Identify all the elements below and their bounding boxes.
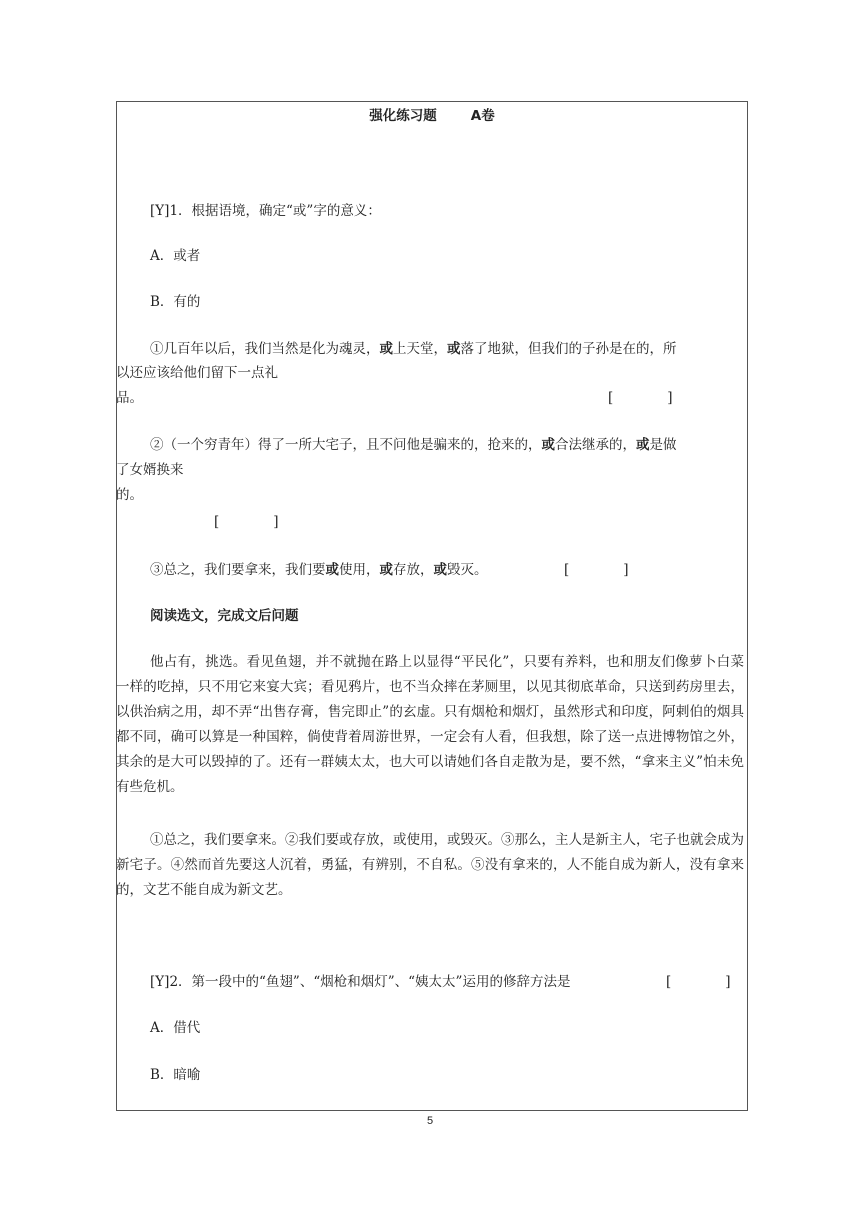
q1-sentence-1-line-1: [150, 340, 677, 358]
q1-option-b: B．有的: [150, 294, 201, 310]
q1-s3-text: 使用，: [339, 562, 380, 578]
q1-s1-text: ①几百年以后，我们当然是化为魂灵，: [150, 341, 380, 357]
q1-s1-bold-or: 或: [379, 341, 393, 357]
title-main: 强化练习题: [369, 108, 437, 124]
q1-s3-answer-bracket[interactable]: [ ]: [564, 562, 629, 578]
q2-option-a: A．借代: [150, 1020, 201, 1036]
q1-s1-bold-or: 或: [447, 341, 461, 357]
q1-s2-text: 合法继承的，: [555, 437, 636, 453]
page-title: [116, 106, 748, 126]
q1-s1-answer-bracket[interactable]: [ ]: [608, 390, 673, 406]
q1-sentence-3: [150, 561, 488, 579]
q2-option-b: B．暗喻: [150, 1067, 201, 1083]
q1-s2-answer-bracket[interactable]: [ ]: [214, 514, 279, 530]
q1-s3-text: 存放，: [393, 562, 434, 578]
q1-option-a: A．或者: [150, 248, 201, 264]
q2-answer-bracket[interactable]: [ ]: [666, 974, 731, 990]
q1-s2-text: ②（一个穷青年）得了一所大宅子，且不问他是骗来的，抢来的，: [150, 437, 542, 453]
q1-s2-bold-or: 或: [636, 437, 650, 453]
q1-s2-text: 是做: [649, 437, 677, 453]
reading-paragraph-1: 他占有，挑选。看见鱼翅，并不就抛在路上以显得“平民化”，只要有养料，也和朋友们像萝卜白菜一样的吃掉，只不用它来宴大宾；看见鸦片，也不当众摔在茅厕里，以见其彻底革命，只送到药房里去，以供治病之用，却不弄“出售存膏，售完即止”的玄虚。只有烟枪和烟灯，虽然形式和印度，阿剌伯的烟具都不同，确可以算是一种国粹，倘使背着周游世界，一定会有人看，但我想，除了送一点进博物馆之外，其余的是大可以毁掉的了。还有一群姨太太，也大可以请她们各自走散为是，要不然，“拿来主义”怕未免有些危机。: [116, 654, 744, 795]
q1-sentence-2-line-3: 的。: [116, 487, 143, 503]
q2-stem: [Y]2．第一段中的“鱼翅”、“烟枪和烟灯”、“姨太太”运用的修辞方法是: [150, 974, 571, 990]
q1-s2-bold-or: 或: [541, 437, 555, 453]
title-volume: A卷: [470, 108, 495, 124]
q1-stem: [Y]1．根据语境，确定“或”字的意义：: [150, 203, 381, 219]
q1-s3-text: ③总之，我们要拿来，我们要: [150, 562, 326, 578]
q1-sentence-1-line-3: 品。: [116, 390, 143, 406]
q1-s1-text: 落了地狱，但我们的子孙是在的，所: [460, 341, 677, 357]
q1-sentence-1-line-2: 以还应该给他们留下一点礼: [116, 365, 278, 381]
q1-s3-bold-or: 或: [379, 562, 393, 578]
reading-heading: 阅读选文，完成文后问题: [150, 608, 299, 624]
q1-s1-text: 上天堂，: [393, 341, 447, 357]
q1-s3-bold-or: 或: [433, 562, 447, 578]
reading-paragraph-2: ①总之，我们要拿来。②我们要或存放，或使用，或毁灭。③那么，主人是新主人，宅子也就会成为新宅子。④然而首先要这人沉着，勇猛，有辨别，不自私。⑤没有拿来的，人不能自成为新人，没有拿来的，文艺不能自成为新文艺。: [116, 832, 744, 898]
q1-s3-text: 毁灭。: [447, 562, 488, 578]
q1-sentence-2-line-1: [150, 436, 677, 454]
q1-sentence-2-line-2: 了女婿换来: [116, 462, 184, 478]
q1-s3-bold-or: 或: [325, 562, 339, 578]
page-number: 5: [426, 1115, 434, 1127]
question-frame: [116, 101, 748, 1111]
